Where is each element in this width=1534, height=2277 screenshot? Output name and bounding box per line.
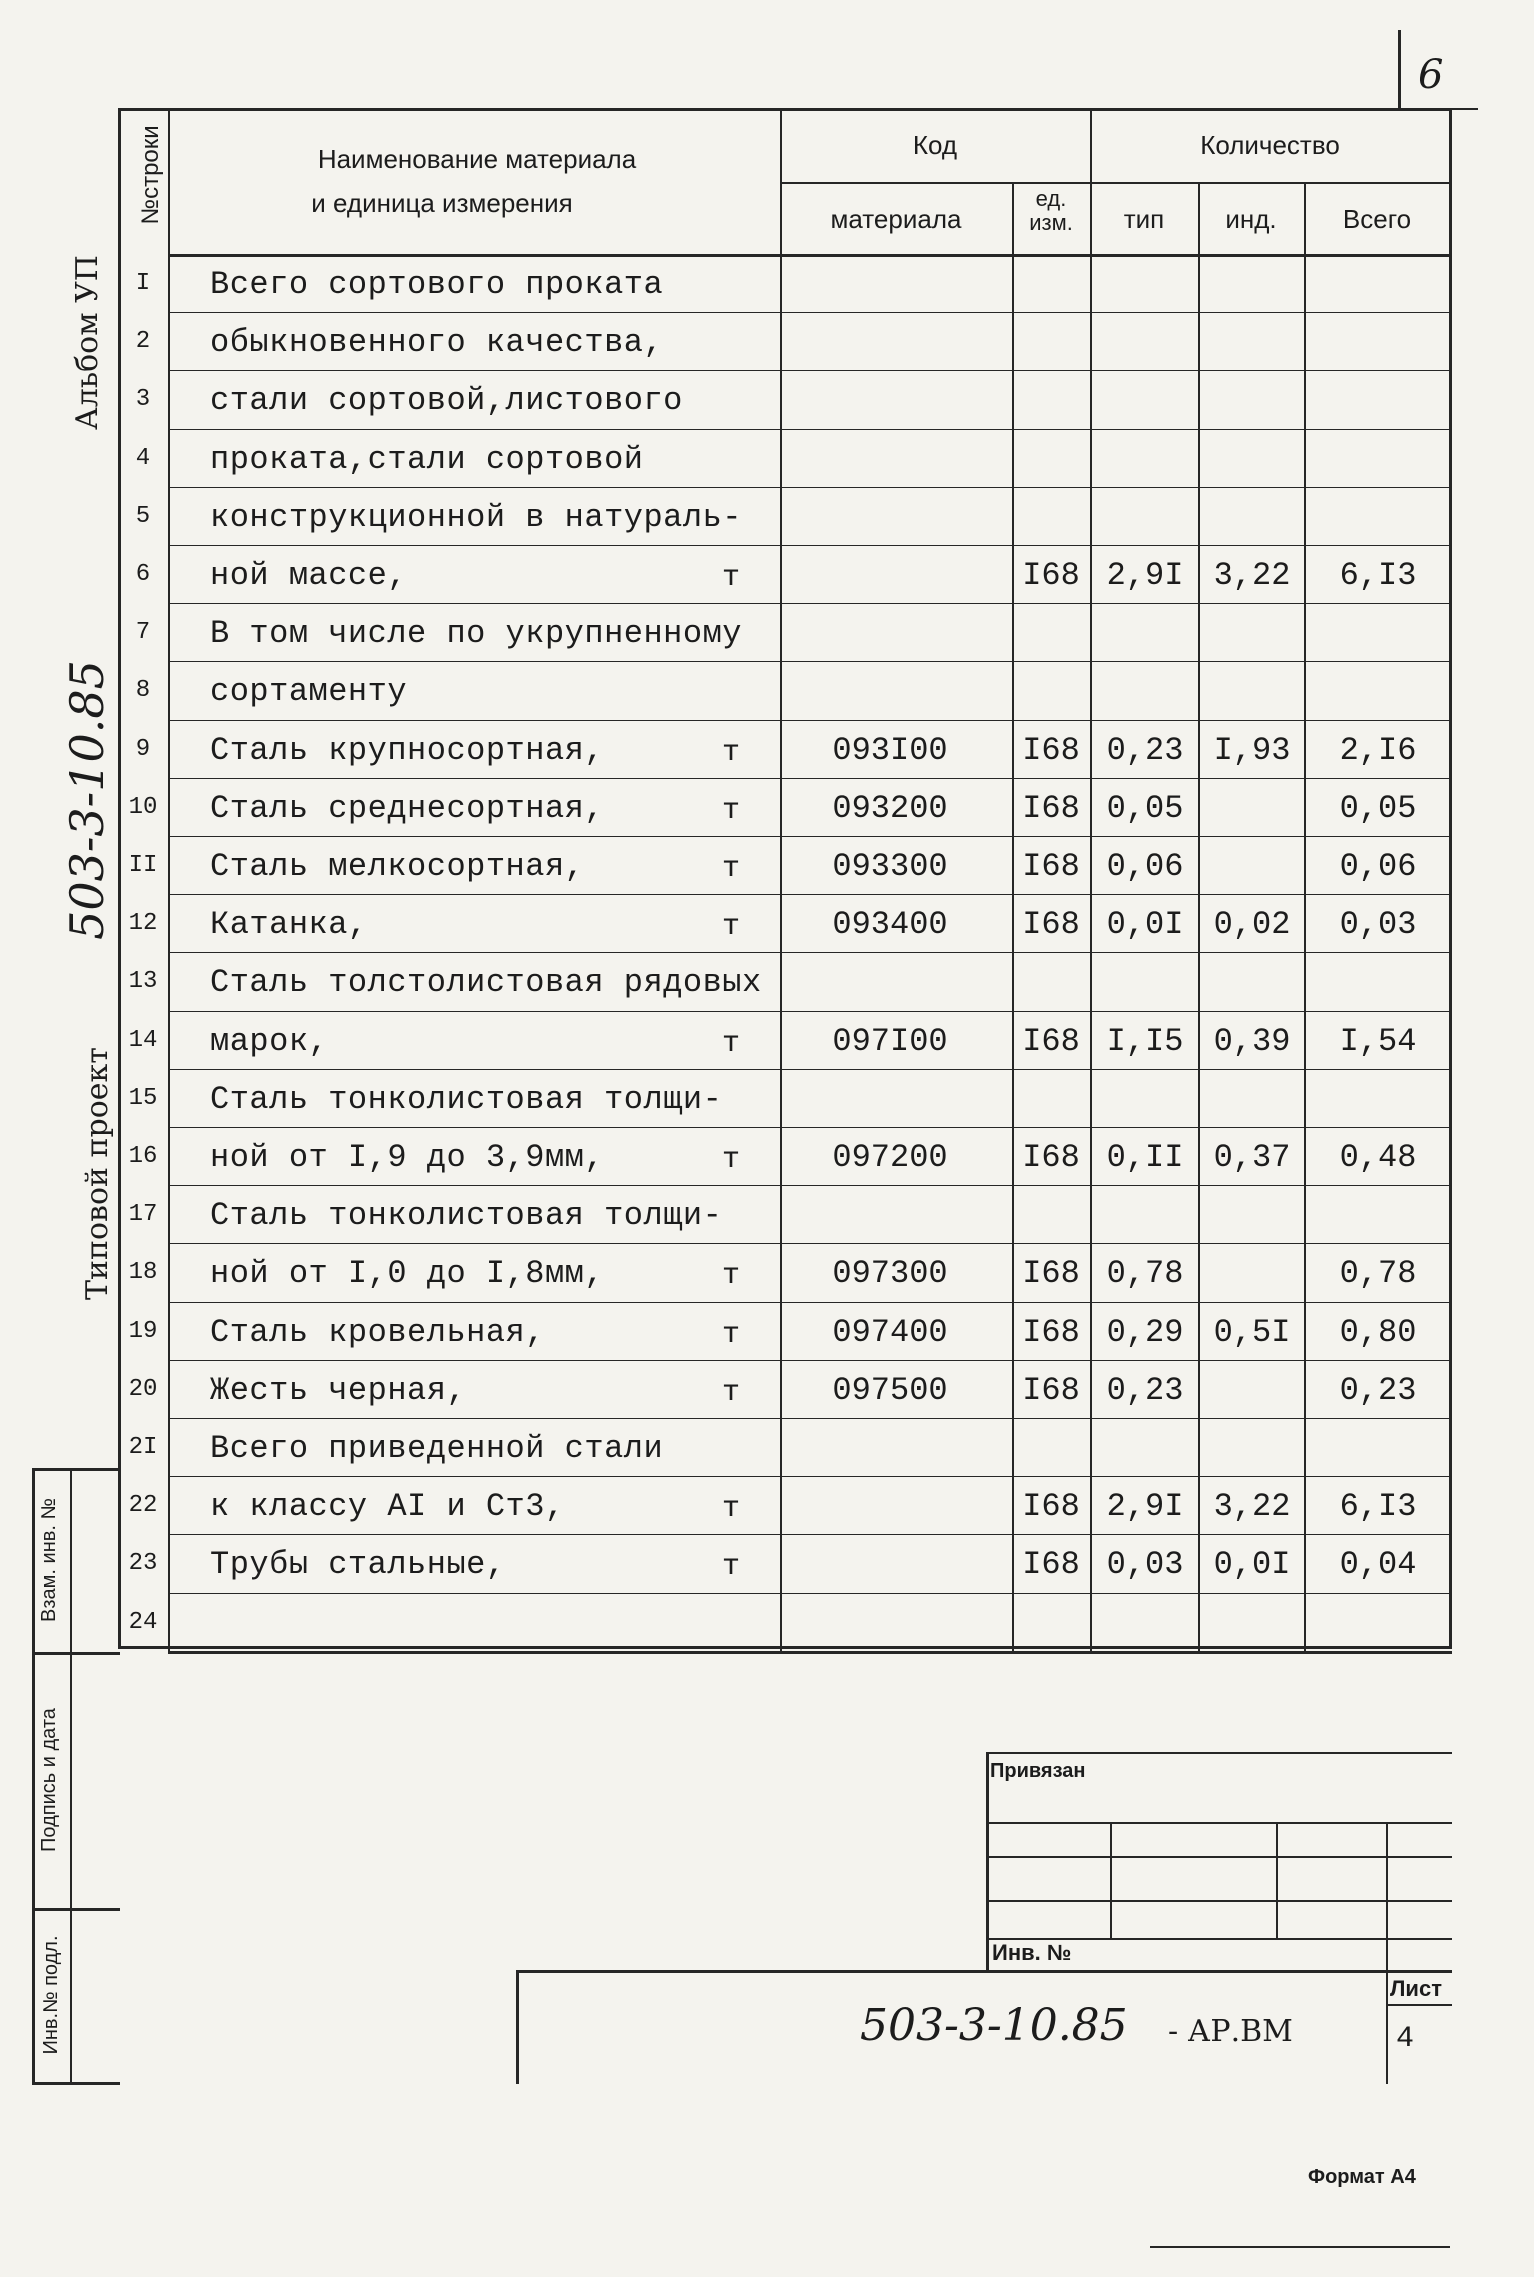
table-rule [780,182,1452,184]
stamp-sheet-label: Лист [1390,1976,1442,2001]
material-name: Сталь среднесортная, [210,790,605,827]
material-name: Сталь тонколистовая толщи- [210,1197,723,1234]
qty-ind: 0,37 [1213,1139,1291,1176]
table-rule [118,108,1452,111]
material-name: марок, [210,1023,329,1060]
row-number: 14 [128,1027,158,1054]
qty-ind: 0,5I [1213,1314,1291,1351]
unit-of-measure: т [722,736,741,770]
qty-ind: 0,0I [1213,1546,1291,1583]
material-code: 093I00 [832,732,948,769]
material-name: обыкновенного качества, [210,324,664,361]
table-row [0,778,1534,836]
unit-of-measure: т [722,561,741,595]
material-code: 093400 [832,906,948,943]
unit-code: I68 [1022,848,1080,885]
header-ind: инд. [1225,204,1277,234]
row-number: 19 [128,1318,158,1345]
material-name: Всего приведенной стали [210,1430,664,1467]
row-number: I [135,270,151,297]
table-row [0,545,1534,603]
qty-total: 0,23 [1339,1372,1417,1409]
row-number: 12 [128,910,158,937]
qty-typ: 0,23 [1106,732,1184,769]
material-name: Жесть черная, [210,1372,467,1409]
page-number: 6 [1418,52,1444,98]
material-name: Катанка, [210,906,368,943]
unit-of-measure: т [722,794,741,828]
material-code: 097300 [832,1255,948,1292]
album-label: Альбом УП [70,255,105,430]
qty-typ: 0,06 [1106,848,1184,885]
table-row [0,1185,1534,1243]
table-row [0,1476,1534,1534]
page-number-divider [1398,30,1401,110]
unit-code: I68 [1022,732,1080,769]
material-name: конструкционной в натураль- [210,499,742,536]
row-number: 17 [128,1201,158,1228]
material-name: ной массе, [210,557,408,594]
material-code: 097400 [832,1314,948,1351]
qty-typ: 0,0I [1106,906,1184,943]
material-name: ной от I,9 до 3,9мм, [210,1139,605,1176]
header-total: Всего [1342,204,1412,234]
unit-code: I68 [1022,1488,1080,1525]
table-row [0,1302,1534,1360]
stamp-inv-no: Инв. № [992,1940,1072,1965]
qty-typ: 2,9I [1106,557,1184,594]
table-row [0,254,1534,312]
qty-total: 0,78 [1339,1255,1417,1292]
unit-of-measure: т [722,1318,741,1352]
qty-typ: I,I5 [1106,1023,1184,1060]
row-number: 4 [135,445,151,472]
qty-ind: 0,39 [1213,1023,1291,1060]
row-number: II [128,852,158,879]
header-typ: тип [1123,204,1165,234]
stamp-doc-suffix: - АР.ВМ [1168,2014,1293,2049]
qty-typ: 0,29 [1106,1314,1184,1351]
material-name: Всего сортового проката [210,266,664,303]
header-code: Код [912,130,958,160]
qty-total: 6,I3 [1339,557,1417,594]
stamp-privyazan: Привязан [990,1760,1086,1782]
table-row [0,603,1534,661]
typical-project-label: Типовой проект [80,1047,115,1300]
material-name: Сталь крупносортная, [210,732,605,769]
unit-of-measure: т [722,1376,741,1410]
qty-total: 0,06 [1339,848,1417,885]
material-name: ной от I,0 до I,8мм, [210,1255,605,1292]
row-number: 9 [135,736,151,763]
format-label: Формат А4 [1308,2166,1416,2188]
qty-total: 0,03 [1339,906,1417,943]
qty-ind: I,93 [1213,732,1291,769]
qty-total: 0,05 [1339,790,1417,827]
inv-podl-label: Инв.№ подл. [40,1935,62,2055]
row-number: 10 [128,794,158,821]
material-name: проката,стали сортовой [210,441,644,478]
table-row [0,952,1534,1010]
unit-code: I68 [1022,1255,1080,1292]
material-name: Сталь толстолистовая рядовых [210,964,762,1001]
unit-code: I68 [1022,1139,1080,1176]
qty-total: 0,48 [1339,1139,1417,1176]
material-name: Сталь тонколистовая толщи- [210,1081,723,1118]
qty-ind: 3,22 [1213,1488,1291,1525]
row-number: 6 [135,561,151,588]
row-number: 20 [128,1376,158,1403]
row-number: 7 [135,619,151,646]
material-code: 097200 [832,1139,948,1176]
row-number: 2I [128,1434,158,1461]
table-row [0,312,1534,370]
table-row [0,1243,1534,1301]
stamp-sheet-number: 4 [1396,2022,1415,2056]
row-number: 2 [135,328,151,355]
table-row [0,1011,1534,1069]
table-row [0,720,1534,778]
unit-code: I68 [1022,557,1080,594]
table-row [0,894,1534,952]
row-number: 24 [128,1609,158,1636]
qty-ind: 0,02 [1213,906,1291,943]
unit-code: I68 [1022,790,1080,827]
table-row [0,1360,1534,1418]
unit-of-measure: т [722,1259,741,1293]
unit-of-measure: т [722,1550,741,1584]
qty-total: 6,I3 [1339,1488,1417,1525]
qty-typ: 0,05 [1106,790,1184,827]
material-code: 093200 [832,790,948,827]
row-number: 15 [128,1085,158,1112]
material-name: Сталь мелкосортная, [210,848,585,885]
material-name: стали сортовой,листового [210,382,683,419]
material-code: 093300 [832,848,948,885]
table-row [0,1593,1534,1651]
material-name: Сталь кровельная, [210,1314,545,1351]
header-quantity: Количество [1200,130,1340,160]
unit-code: I68 [1022,1023,1080,1060]
qty-typ: 0,78 [1106,1255,1184,1292]
header-name-line2: и единица измерения [311,188,573,218]
unit-of-measure: т [722,852,741,886]
side-project-code: 503-3-10.85 [60,660,114,940]
unit-of-measure: т [722,910,741,944]
table-row [0,836,1534,894]
qty-total: 0,80 [1339,1314,1417,1351]
row-number: 16 [128,1143,158,1170]
unit-code: I68 [1022,1372,1080,1409]
format-underline [1150,2246,1450,2248]
row-number: 5 [135,503,151,530]
qty-typ: 0,II [1106,1139,1184,1176]
header-name-line1: Наименование материала [317,144,637,174]
row-number: 8 [135,677,151,704]
table-row [0,487,1534,545]
row-number: 18 [128,1259,158,1286]
material-code: 097I00 [832,1023,948,1060]
table-row [0,1418,1534,1476]
qty-total: I,54 [1339,1023,1417,1060]
header-unit-line1: ед. [1035,186,1067,211]
qty-total: 2,I6 [1339,732,1417,769]
table-row [0,1534,1534,1592]
qty-ind: 3,22 [1213,557,1291,594]
qty-typ: 0,23 [1106,1372,1184,1409]
material-code: 097500 [832,1372,948,1409]
material-name: к классу АI и Ст3, [210,1488,565,1525]
row-number: 13 [128,968,158,995]
header-unit-line2: изм. [1029,210,1073,235]
table-rule [168,1651,1452,1654]
unit-code: I68 [1022,1546,1080,1583]
unit-of-measure: т [722,1492,741,1526]
table-row [0,1069,1534,1127]
unit-of-measure: т [722,1027,741,1061]
material-name: Трубы стальные, [210,1546,506,1583]
sign-date-label: Подпись и дата [38,1708,60,1852]
unit-code: I68 [1022,1314,1080,1351]
row-number: 3 [135,386,151,413]
table-row [0,429,1534,487]
unit-of-measure: т [722,1143,741,1177]
table-row [0,1127,1534,1185]
unit-code: I68 [1022,906,1080,943]
stamp-doc-code: 503-3-10.85 [860,2000,1128,2051]
header-row-number: №строки [137,125,164,225]
row-number: 22 [128,1492,158,1519]
row-number: 23 [128,1550,158,1577]
table-row [0,370,1534,428]
qty-total: 0,04 [1339,1546,1417,1583]
material-name: сортаменту [210,673,408,710]
qty-typ: 2,9I [1106,1488,1184,1525]
header-material: материала [830,204,962,234]
qty-typ: 0,03 [1106,1546,1184,1583]
table-row [0,661,1534,719]
material-name: В том числе по укрупненному [210,615,742,652]
vzam-inv-label: Взам. инв. № [38,1498,60,1622]
